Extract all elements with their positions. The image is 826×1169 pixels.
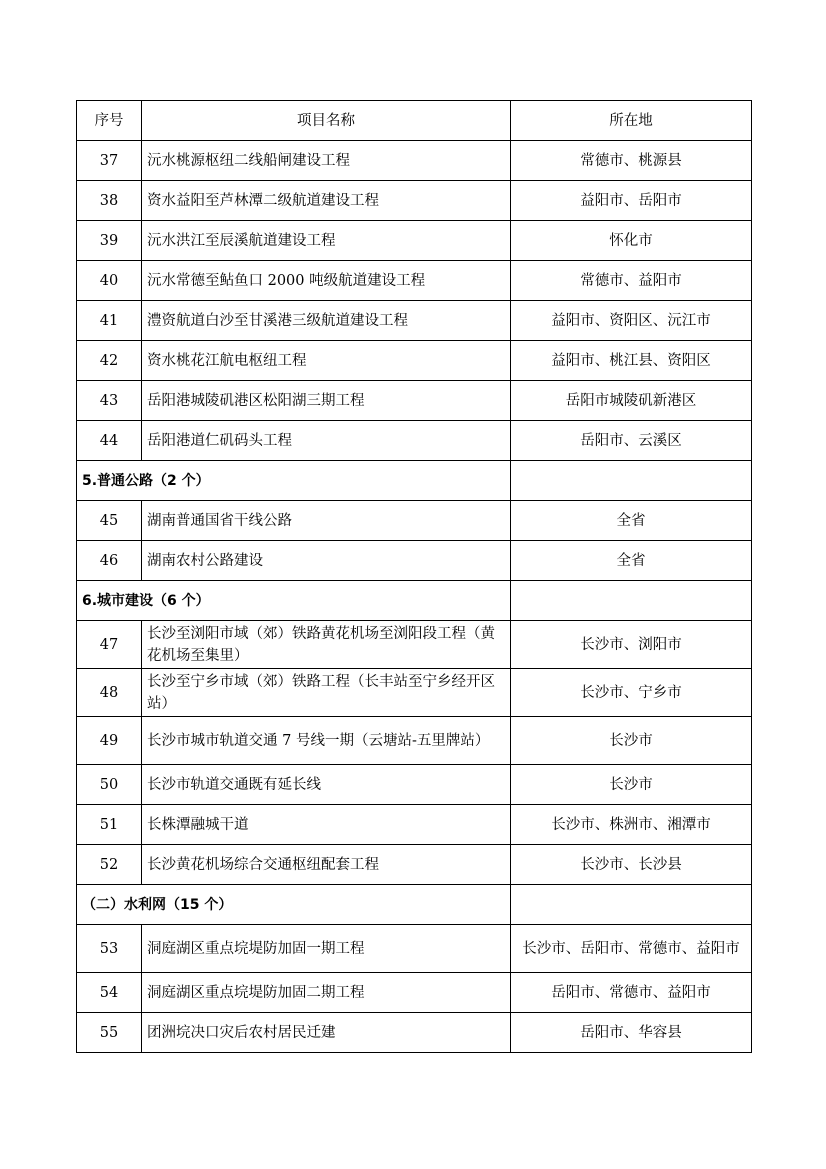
project-name: 湖南农村公路建设 <box>142 541 511 581</box>
project-location: 常德市、益阳市 <box>511 261 752 301</box>
project-location: 岳阳市、华容县 <box>511 1013 752 1053</box>
project-name: 长沙市城市轨道交通 7 号线一期（云塘站-五里牌站） <box>142 717 511 765</box>
project-name: 岳阳港城陵矶港区松阳湖三期工程 <box>142 381 511 421</box>
row-number: 51 <box>77 805 142 845</box>
row-number: 52 <box>77 845 142 885</box>
table-row <box>77 141 752 181</box>
table-row <box>77 1013 752 1053</box>
project-name: 沅水桃源枢纽二线船闸建设工程 <box>142 141 511 181</box>
table-row <box>77 421 752 461</box>
project-name: 澧资航道白沙至甘溪港三级航道建设工程 <box>142 301 511 341</box>
table-row <box>77 181 752 221</box>
row-number: 55 <box>77 1013 142 1053</box>
table-row <box>77 845 752 885</box>
project-table <box>76 100 752 1053</box>
table-row <box>77 301 752 341</box>
row-number: 40 <box>77 261 142 301</box>
project-location: 长沙市、株洲市、湘潭市 <box>511 805 752 845</box>
table-row <box>77 925 752 973</box>
project-name: 长沙市轨道交通既有延长线 <box>142 765 511 805</box>
row-number: 45 <box>77 501 142 541</box>
project-location: 岳阳市、常德市、益阳市 <box>511 973 752 1013</box>
project-name: 长株潭融城干道 <box>142 805 511 845</box>
table-row <box>77 541 752 581</box>
project-name: 洞庭湖区重点垸堤防加固一期工程 <box>142 925 511 973</box>
project-location: 益阳市、资阳区、沅江市 <box>511 301 752 341</box>
row-number: 41 <box>77 301 142 341</box>
row-number: 49 <box>77 717 142 765</box>
project-location: 全省 <box>511 541 752 581</box>
table-row <box>77 501 752 541</box>
header-location: 所在地 <box>511 101 752 141</box>
project-location: 长沙市 <box>511 717 752 765</box>
project-name: 沅水洪江至辰溪航道建设工程 <box>142 221 511 261</box>
project-location: 长沙市、长沙县 <box>511 845 752 885</box>
table-row <box>77 805 752 845</box>
project-location: 长沙市 <box>511 765 752 805</box>
project-name: 长沙黄花机场综合交通枢纽配套工程 <box>142 845 511 885</box>
row-number: 44 <box>77 421 142 461</box>
project-location: 岳阳市城陵矶新港区 <box>511 381 752 421</box>
section-empty-cell <box>511 461 752 501</box>
section-row <box>77 885 752 925</box>
project-name: 长沙至宁乡市域（郊）铁路工程（长丰站至宁乡经开区站） <box>142 669 511 717</box>
table-row <box>77 621 752 669</box>
project-location: 长沙市、浏阳市 <box>511 621 752 669</box>
project-location: 全省 <box>511 501 752 541</box>
project-name: 资水桃花江航电枢纽工程 <box>142 341 511 381</box>
table-row <box>77 669 752 717</box>
row-number: 53 <box>77 925 142 973</box>
row-number: 43 <box>77 381 142 421</box>
table-row <box>77 717 752 765</box>
section-row <box>77 581 752 621</box>
project-location: 常德市、桃源县 <box>511 141 752 181</box>
section-empty-cell <box>511 581 752 621</box>
project-location: 长沙市、宁乡市 <box>511 669 752 717</box>
project-name: 团洲垸决口灾后农村居民迁建 <box>142 1013 511 1053</box>
project-name: 洞庭湖区重点垸堤防加固二期工程 <box>142 973 511 1013</box>
project-name: 湖南普通国省干线公路 <box>142 501 511 541</box>
section-empty-cell <box>511 885 752 925</box>
table-row <box>77 341 752 381</box>
header-no: 序号 <box>77 101 142 141</box>
project-name: 沅水常德至鲇鱼口 2000 吨级航道建设工程 <box>142 261 511 301</box>
section-title: （二）水利网（15 个） <box>77 885 511 925</box>
section-title: 5.普通公路（2 个） <box>77 461 511 501</box>
project-location: 怀化市 <box>511 221 752 261</box>
project-location: 益阳市、桃江县、资阳区 <box>511 341 752 381</box>
project-location: 长沙市、岳阳市、常德市、益阳市 <box>511 925 752 973</box>
project-name: 资水益阳至芦林潭二级航道建设工程 <box>142 181 511 221</box>
table-row <box>77 765 752 805</box>
table-row <box>77 973 752 1013</box>
table-row <box>77 381 752 421</box>
project-name: 岳阳港道仁矶码头工程 <box>142 421 511 461</box>
section-row <box>77 461 752 501</box>
project-name: 长沙至浏阳市域（郊）铁路黄花机场至浏阳段工程（黄花机场至集里） <box>142 621 511 669</box>
header-name: 项目名称 <box>142 101 511 141</box>
row-number: 54 <box>77 973 142 1013</box>
table-row <box>77 221 752 261</box>
row-number: 50 <box>77 765 142 805</box>
row-number: 39 <box>77 221 142 261</box>
table-row <box>77 261 752 301</box>
row-number: 37 <box>77 141 142 181</box>
table-header-row <box>77 101 752 141</box>
row-number: 38 <box>77 181 142 221</box>
section-title: 6.城市建设（6 个） <box>77 581 511 621</box>
row-number: 46 <box>77 541 142 581</box>
row-number: 48 <box>77 669 142 717</box>
project-location: 益阳市、岳阳市 <box>511 181 752 221</box>
row-number: 42 <box>77 341 142 381</box>
row-number: 47 <box>77 621 142 669</box>
project-location: 岳阳市、云溪区 <box>511 421 752 461</box>
